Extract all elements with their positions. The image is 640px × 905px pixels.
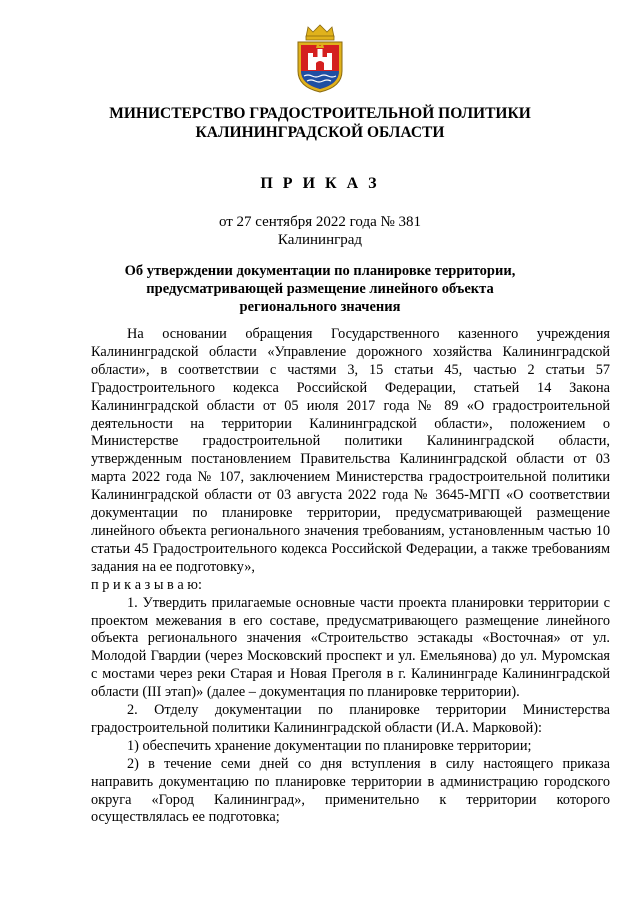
intro-paragraph: На основании обращения Государственного казенного учреждения Калининградской области «Управление дорожного хозяйства Калининградской области», в соответствии с частями 3, 15 статьи 45, частью 2 статьи 57 Градостроительного кодекса Российской Федерации, статьей 14 Закона Калининградской области от 05 июля 2017 года № 89 «О градостроительной деятельности на территории Калининградской области», положением о Министерстве градостроительной политики Калининградской области, утвержденным постановлением Правительства Калининградской области от 03 марта 2022 года № 107, заключением Министерства градостроительной политики Калининградской области от 03 августа 2022 года № 3645-МГП «О соответствии документации по планировке территории, предусматривающей размещение линейного объекта регионального значения требованиям, установленным частью 10 статьи 45 Градостроительного кодекса Российской Федерации, а также требованиям задания на ее подготовку», (91, 326, 610, 575)
item-2-1: 1) обеспечить хранение документации по планировке территории; (127, 737, 532, 754)
document-title (0, 262, 640, 316)
ministry-line-2: КАЛИНИНГРАДСКОЙ ОБЛАСТИ (195, 124, 445, 141)
order-word: п р и к а з ы в а ю: (91, 576, 202, 593)
item-1: 1. Утвердить прилагаемые основные части проекта планировки территории с проектом межевания в его составе, предусматривающего размещение линейного объекта регионального значения «Строительство эстакады «Восточная» от ул. Молодой Гвардии (через Московский проспект и ул. Емельянова) до ул. Муромская с мостами через реки Старая и Новая Преголя в г. Калининграде Калининградской области (III этап)» (далее – документация по планировке территории). (91, 594, 610, 701)
item-2-2: 2) в течение семи дней со дня вступления в силу настоящего приказа направить документацию по планировке территории в администрацию городского округа «Город Калининград», применительно к территории которого осуществлялась ее подготовка; (91, 755, 610, 826)
title-line-1: Об утверждении документации по планировке территории, (124, 263, 516, 279)
title-line-2: предусматривающей размещение линейного объекта (146, 281, 494, 297)
document-type: П Р И К А З (260, 175, 380, 192)
title-line-3: регионального значения (239, 299, 401, 315)
ministry-line-1: МИНИСТЕРСТВО ГРАДОСТРОИТЕЛЬНОЙ ПОЛИТИКИ (109, 105, 531, 122)
item-2: 2. Отделу документации по планировке территории Министерства градостроительной политики Калининградской области (И.А. Марковой): (91, 702, 610, 736)
date-and-city (0, 213, 640, 249)
ministry-name (0, 104, 640, 142)
document-body (91, 326, 610, 827)
city: Калининград (277, 232, 363, 248)
date-number: от 27 сентября 2022 года № 381 (218, 214, 422, 230)
kaliningrad-coat-of-arms-icon (294, 23, 346, 93)
